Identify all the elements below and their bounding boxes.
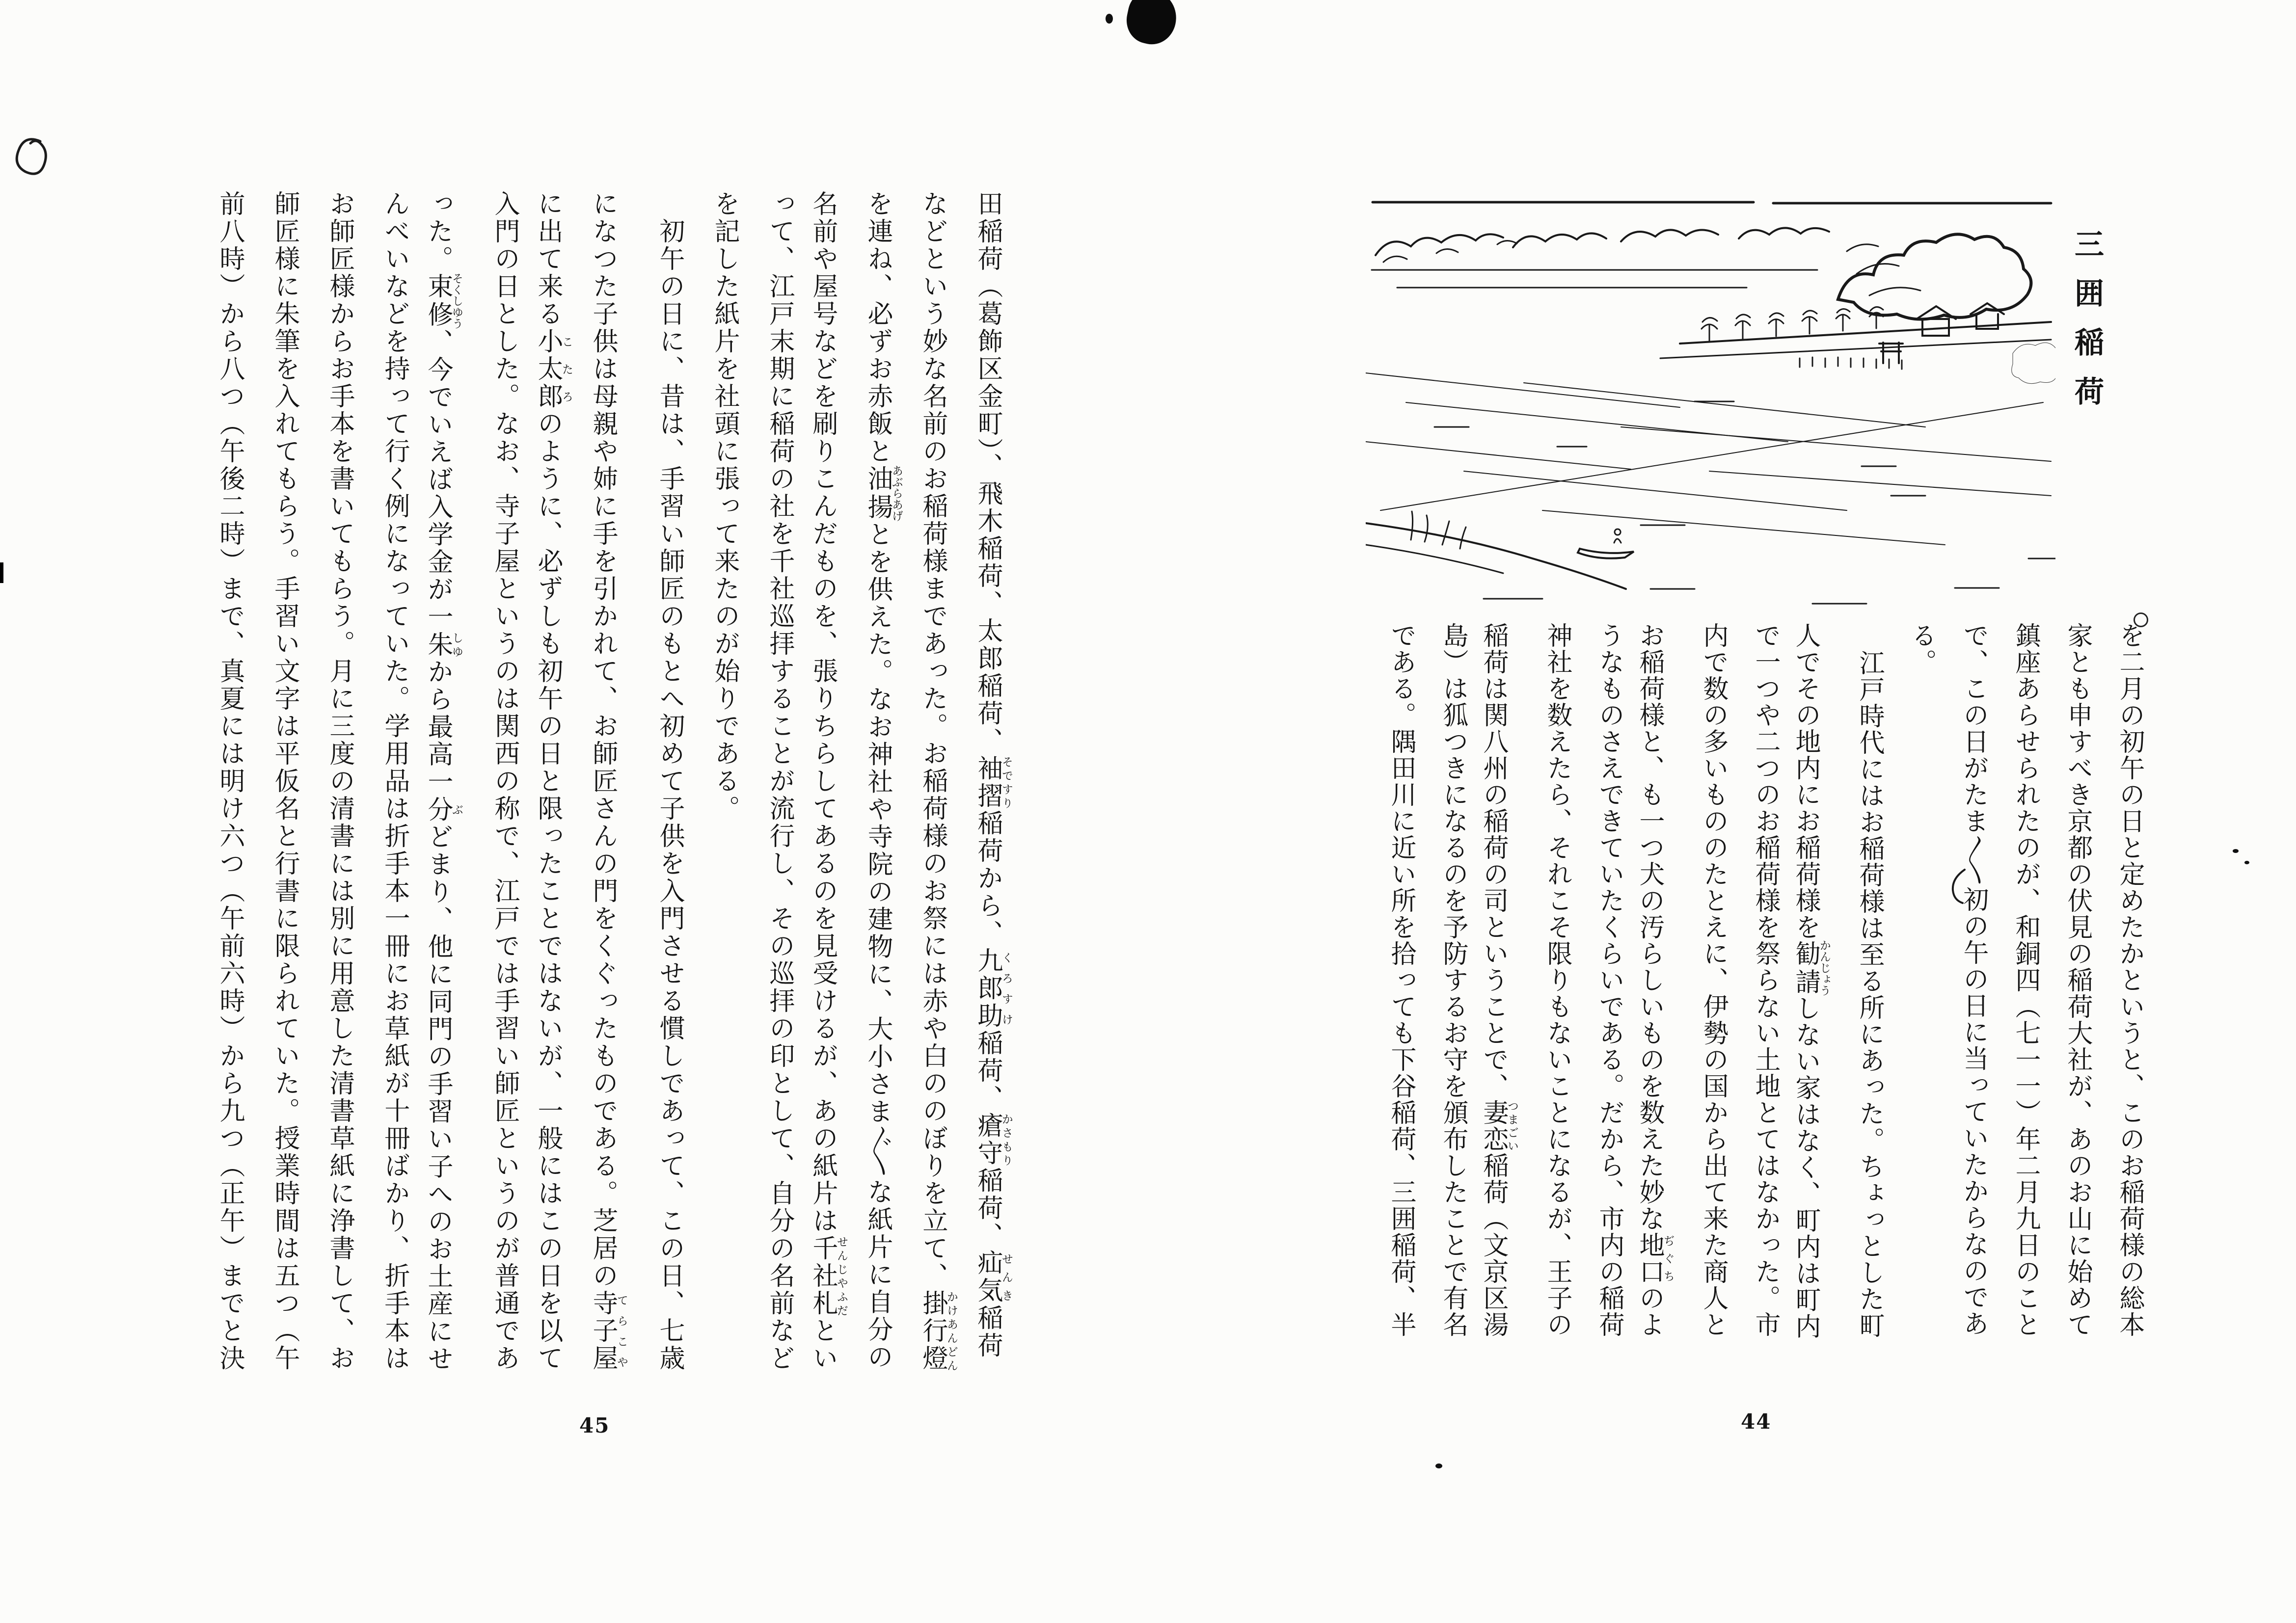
page-number-left: 45 [579, 1413, 610, 1437]
speck-artifact [2233, 849, 2239, 853]
text-column: 師匠様に朱筆を入れてもらう。手習い文字は平仮名と行書に限られていた。授業時間は五つ（午 [270, 190, 299, 1372]
text-column: 島）は狐つきになるのを予防するお守を頒布したことで有名 [1438, 622, 1468, 1338]
text-column: 前八時）から八つ（午後二時）まで、真夏には明け六つ（午前六時）から九つ（正午）までと決 [215, 190, 244, 1372]
stray-ring-mark [2134, 612, 2148, 627]
text-column: 稲荷は関八州の稲荷の司ということで、妻恋つまごい稲荷（文京区湯 [1479, 622, 1518, 1338]
right-page-columns [1331, 622, 2142, 1462]
text-column: で、この日がたま〱初の午の日に当っていたからなのであ [1959, 622, 1988, 1337]
text-column: 初午の日に、昔は、手習い師匠のもとへ初めて子供を入門させる慣しであって、この日、七歳 [655, 218, 684, 1373]
text-column: る。 [1907, 622, 1936, 675]
speck-artifact [2244, 861, 2249, 864]
text-column: になつた子供は母親や姉に手を引かれて、お師匠さんの門をくぐったものである。芝居の寺子屋てらこや [588, 190, 628, 1372]
section-title: 三囲稲荷 [2070, 229, 2104, 425]
text-column: お師匠様からお手本を書いてもらう。月に三度の清書には別に用意した清書草紙に浄書して、お [325, 190, 354, 1372]
handwritten-loop-mark [10, 132, 59, 186]
text-column: 家とも申すべき京都の伏見の稲荷大社が、あのお山に始めて [2063, 622, 2092, 1338]
text-column: って、江戸末期に稲荷の社を千社巡拝することが流行し、その巡拝の印として、自分の名前など [765, 190, 794, 1372]
text-column: で一つや二つのお稲荷様を祭らない土地とてはなかった。市 [1751, 622, 1780, 1338]
text-column: 入門の日とした。なお、寺子屋というのは関西の称で、江戸では手習い師匠というのが普通であ [490, 190, 519, 1372]
text-column: 江戸時代にはお稲荷様は至る所にあった。ちょっとした町 [1855, 650, 1884, 1339]
text-column: った。束修そくしゆう、今でいえば入学金が一朱しゆから最高一分ぶどまり、他に同門の手習い子へのお土産にせ [423, 190, 463, 1373]
ink-dot-artifact [1106, 14, 1113, 24]
speck-artifact [1435, 1463, 1442, 1468]
river-landscape-illustration [1366, 195, 2055, 617]
text-column: 鎮座あらせられたのが、和銅四（七一一）年二月九日のこと [2011, 622, 2040, 1338]
ink-blob-artifact [1122, 0, 1181, 49]
text-column: 名前や屋号などを刷りこんだものを、張りちらしてあるのを見受けるが、あの紙片は千社札せんじやふだとい [808, 190, 848, 1372]
stray-curl-mark [1939, 864, 1978, 908]
text-column: である。隅田川に近い所を拾っても下谷稲荷、三囲稲荷、半 [1386, 622, 1416, 1338]
text-column: に出て来る小太郎こたろのように、必ずしも初午の日と限ったことではないが、一般にはこの日を以て [533, 190, 573, 1372]
text-column: お稲荷様と、も一つ犬の汚らしいものを数えた妙な地口ぢぐちのよ [1635, 622, 1675, 1338]
text-column: うなものさえできていたくらいである。だから、市内の稲荷 [1594, 622, 1624, 1338]
page-number-right: 44 [1741, 1410, 1772, 1434]
left-page-columns [165, 190, 1012, 1435]
edge-sliver-artifact [0, 562, 3, 583]
text-column: 田稲荷（葛飾区金町）、飛木稲荷、太郎稲荷、袖摺そですり稲荷から、九郎助くろすけ稲荷、瘡守かさもり稲荷、疝気せんき稲荷 [973, 190, 1013, 1359]
text-column: 内で数の多いもののたとえに、伊勢の国から出て来た商人と [1699, 622, 1728, 1338]
text-column: んべいなどを持って行く例になっていた。学用品は折手本一冊にお草紙が十冊ばかり、折手本は [380, 190, 409, 1372]
text-column: を二月の初午の日と定めたかというと、このお稲荷様の総本 [2115, 622, 2144, 1338]
text-column: 人でその地内にお稲荷様を勧請かんじょうしない家はなく、町内は町内 [1791, 622, 1831, 1340]
text-column: などという妙な名前のお稲荷様まであった。お稲荷様のお祭には赤や白ののぼりを立て、掛行燈かけあんどん [918, 190, 958, 1372]
text-column: を記した紙片を社頭に張って来たのが始りである。 [710, 190, 739, 823]
text-column: を連ね、必ずお赤飯と油揚あぶらあげとを供えた。なお神社や寺院の建物に、大小さま〲な紙片に自分の [863, 190, 903, 1371]
text-column: 神社を数えたら、それこそ限りもないことになるが、王子の [1542, 622, 1572, 1338]
